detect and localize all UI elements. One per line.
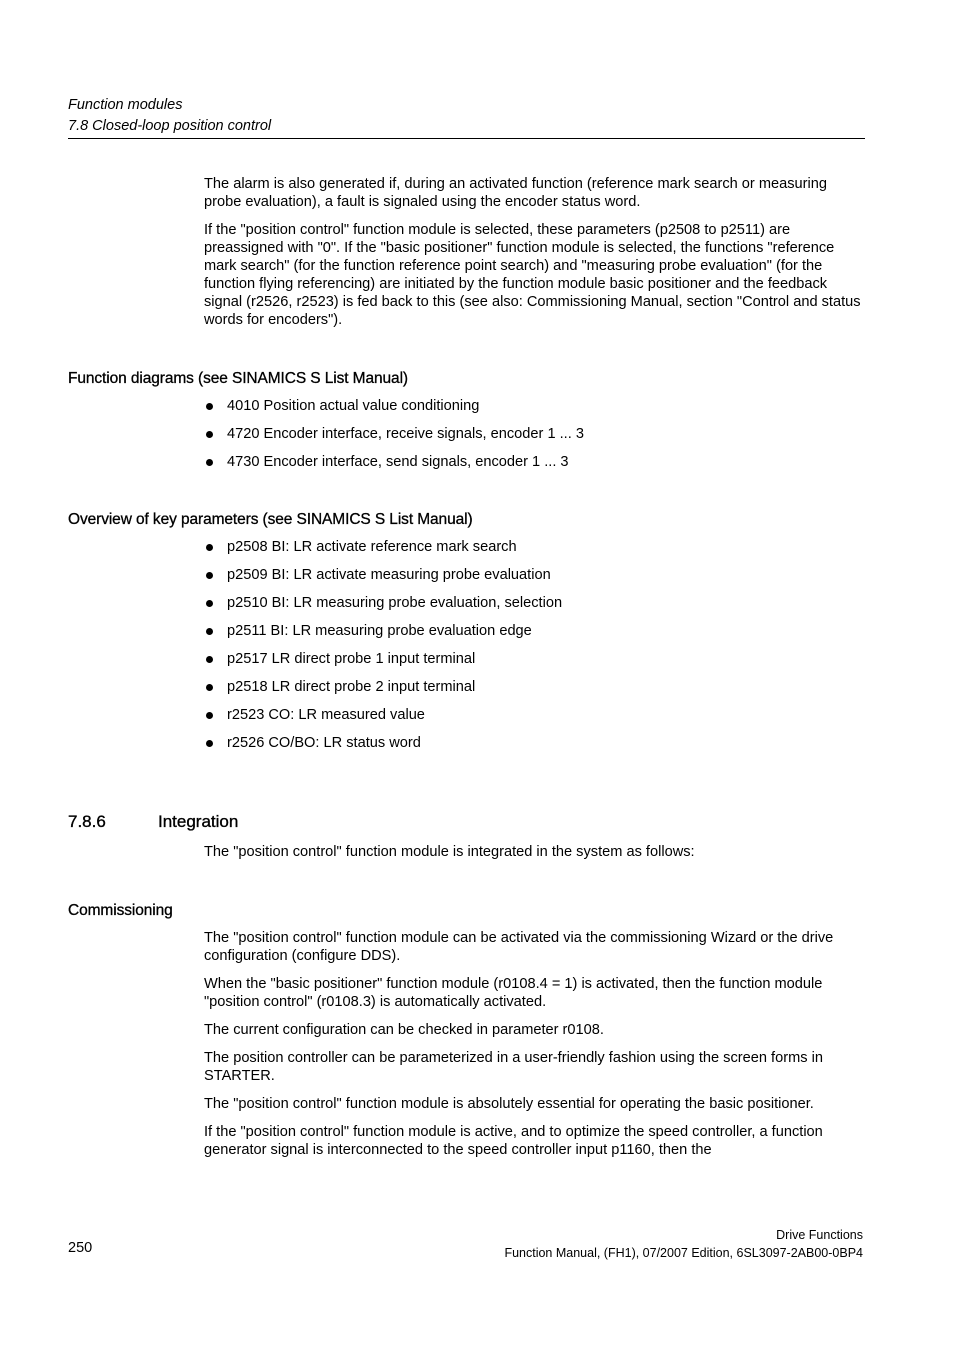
list-item: 4720 Encoder interface, receive signals, encoder 1 ... 3	[204, 425, 584, 453]
commissioning-paragraph: The "position control" function module is absolutely essential for operating the basic positioner.	[204, 1096, 814, 1112]
bullet-icon	[206, 544, 213, 551]
header-section: 7.8 Closed-loop position control	[68, 118, 272, 134]
intro-paragraph: If the "position control" function module is selected, these parameters (p2508 to p2511) are preassigned with "0". If the "basic positioner" function module is selected, the functions "reference mark search" (for the function reference point search) and "measuring probe evaluation" (for the function flying referencing) are initiated by the function module basic positioner and the feedback signal (r2526, r2523) is fed back to this (see also: Commissioning Manual, section "Control and status words for encoders").	[204, 222, 861, 328]
footer-title: Drive Functions	[776, 1228, 863, 1242]
commissioning-paragraph: When the "basic positioner" function module (r0108.4 = 1) is activated, then the function module "position control" (r0108.3) is automatically activated.	[204, 976, 823, 1010]
bullet-icon	[206, 628, 213, 635]
bullet-icon	[206, 712, 213, 719]
commissioning-paragraph: If the "position control" function module is active, and to optimize the speed controller, a function generator signal is interconnected to the speed controller input p1160, then the	[204, 1124, 823, 1158]
key-parameters-list	[204, 538, 562, 762]
running-header	[68, 95, 865, 139]
function-diagrams-list	[204, 397, 584, 481]
commissioning-paragraph: The position controller can be parameterized in a user-friendly fashion using the screen forms in STARTER.	[204, 1050, 823, 1084]
bullet-icon	[206, 572, 213, 579]
list-item: r2526 CO/BO: LR status word	[204, 734, 562, 762]
list-item: p2518 LR direct probe 2 input terminal	[204, 678, 562, 706]
commissioning-text	[204, 929, 864, 1169]
bullet-icon	[206, 403, 213, 410]
footer	[504, 1226, 863, 1262]
bullet-icon	[206, 600, 213, 607]
intro-text	[204, 175, 864, 339]
list-item: p2508 BI: LR activate reference mark search	[204, 538, 562, 566]
bullet-icon	[206, 684, 213, 691]
bullet-icon	[206, 656, 213, 663]
list-item: p2509 BI: LR activate measuring probe evaluation	[204, 566, 562, 594]
page-number: 250	[68, 1240, 93, 1256]
section-heading	[68, 812, 238, 832]
key-parameters-heading: Overview of key parameters (see SINAMICS S List Manual)	[68, 511, 473, 528]
list-item: 4730 Encoder interface, send signals, encoder 1 ... 3	[204, 453, 584, 481]
bullet-icon	[206, 740, 213, 747]
integration-paragraph: The "position control" function module is integrated in the system as follows:	[204, 844, 695, 860]
list-item: r2523 CO: LR measured value	[204, 706, 562, 734]
commissioning-paragraph: The "position control" function module can be activated via the commissioning Wizard or the drive configuration (configure DDS).	[204, 930, 834, 964]
list-item: p2510 BI: LR measuring probe evaluation, selection	[204, 594, 562, 622]
section-title: Integration	[158, 812, 239, 831]
list-item: p2511 BI: LR measuring probe evaluation edge	[204, 622, 562, 650]
footer-edition: Function Manual, (FH1), 07/2007 Edition, 6SL3097-2AB00-0BP4	[504, 1246, 863, 1260]
commissioning-heading: Commissioning	[68, 902, 173, 919]
function-diagrams-heading: Function diagrams (see SINAMICS S List Manual)	[68, 370, 408, 387]
bullet-icon	[206, 459, 213, 466]
commissioning-paragraph: The current configuration can be checked in parameter r0108.	[204, 1022, 604, 1038]
intro-paragraph: The alarm is also generated if, during an activated function (reference mark search or measuring probe evaluation), a fault is signaled using the encoder status word.	[204, 176, 827, 210]
list-item: p2517 LR direct probe 1 input terminal	[204, 650, 562, 678]
section-number: 7.8.6	[68, 812, 106, 831]
bullet-icon	[206, 431, 213, 438]
list-item: 4010 Position actual value conditioning	[204, 397, 584, 425]
header-chapter: Function modules	[68, 97, 183, 113]
integration-text	[204, 843, 864, 871]
